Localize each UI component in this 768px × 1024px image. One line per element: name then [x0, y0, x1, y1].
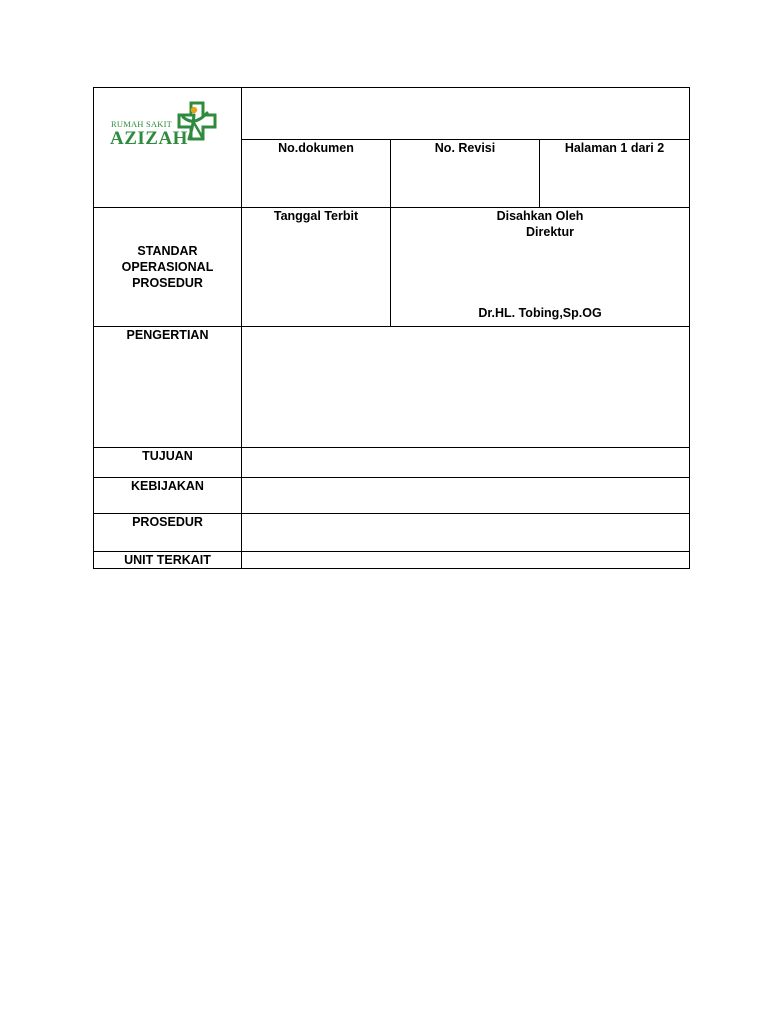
pengertian-content-cell — [242, 327, 690, 448]
halaman-label: Halaman 1 dari 2 — [564, 141, 665, 155]
halaman-cell — [540, 140, 690, 208]
logo-cell — [94, 88, 242, 208]
tanggal-terbit-label: Tanggal Terbit — [273, 209, 359, 223]
sop-title-line-1: STANDAR — [137, 244, 198, 258]
unit-terkait-content-cell — [242, 552, 690, 569]
document-title-cell — [242, 88, 690, 140]
no-revisi-label: No. Revisi — [434, 141, 496, 155]
signatory-name: Dr.HL. Tobing,Sp.OG — [478, 306, 602, 320]
sop-title-line-2: OPERASIONAL — [121, 260, 214, 274]
no-dokumen-label: No.dokumen — [278, 141, 354, 155]
logo-subtitle: RUMAH SAKIT — [111, 118, 172, 129]
disahkan-oleh-label: Disahkan Oleh — [496, 209, 584, 223]
prosedur-label: PROSEDUR — [132, 515, 203, 529]
kebijakan-label: KEBIJAKAN — [131, 479, 204, 493]
unit-terkait-label-cell — [94, 552, 242, 569]
pengertian-label: PENGERTIAN — [126, 328, 209, 342]
kebijakan-label-cell — [94, 478, 242, 514]
prosedur-content-cell — [242, 514, 690, 552]
prosedur-label-cell — [94, 514, 242, 552]
sop-form-table — [93, 87, 690, 569]
tujuan-content-cell — [242, 448, 690, 478]
logo-title: AZIZAH — [110, 127, 188, 149]
tujuan-label: TUJUAN — [142, 449, 193, 463]
pengertian-label-cell — [94, 327, 242, 448]
hospital-logo — [94, 89, 242, 207]
unit-terkait-label: UNIT TERKAIT — [124, 553, 211, 567]
kebijakan-content-cell — [242, 478, 690, 514]
approval-cell — [391, 208, 690, 327]
jabatan-label: Direktur — [526, 225, 574, 239]
no-revisi-cell — [391, 140, 540, 208]
sop-title-cell — [94, 208, 242, 327]
no-dokumen-cell — [242, 140, 391, 208]
tujuan-label-cell — [94, 448, 242, 478]
sop-title-line-3: PROSEDUR — [132, 276, 203, 290]
tanggal-terbit-cell — [242, 208, 391, 327]
cross-with-figure-icon — [177, 101, 217, 145]
